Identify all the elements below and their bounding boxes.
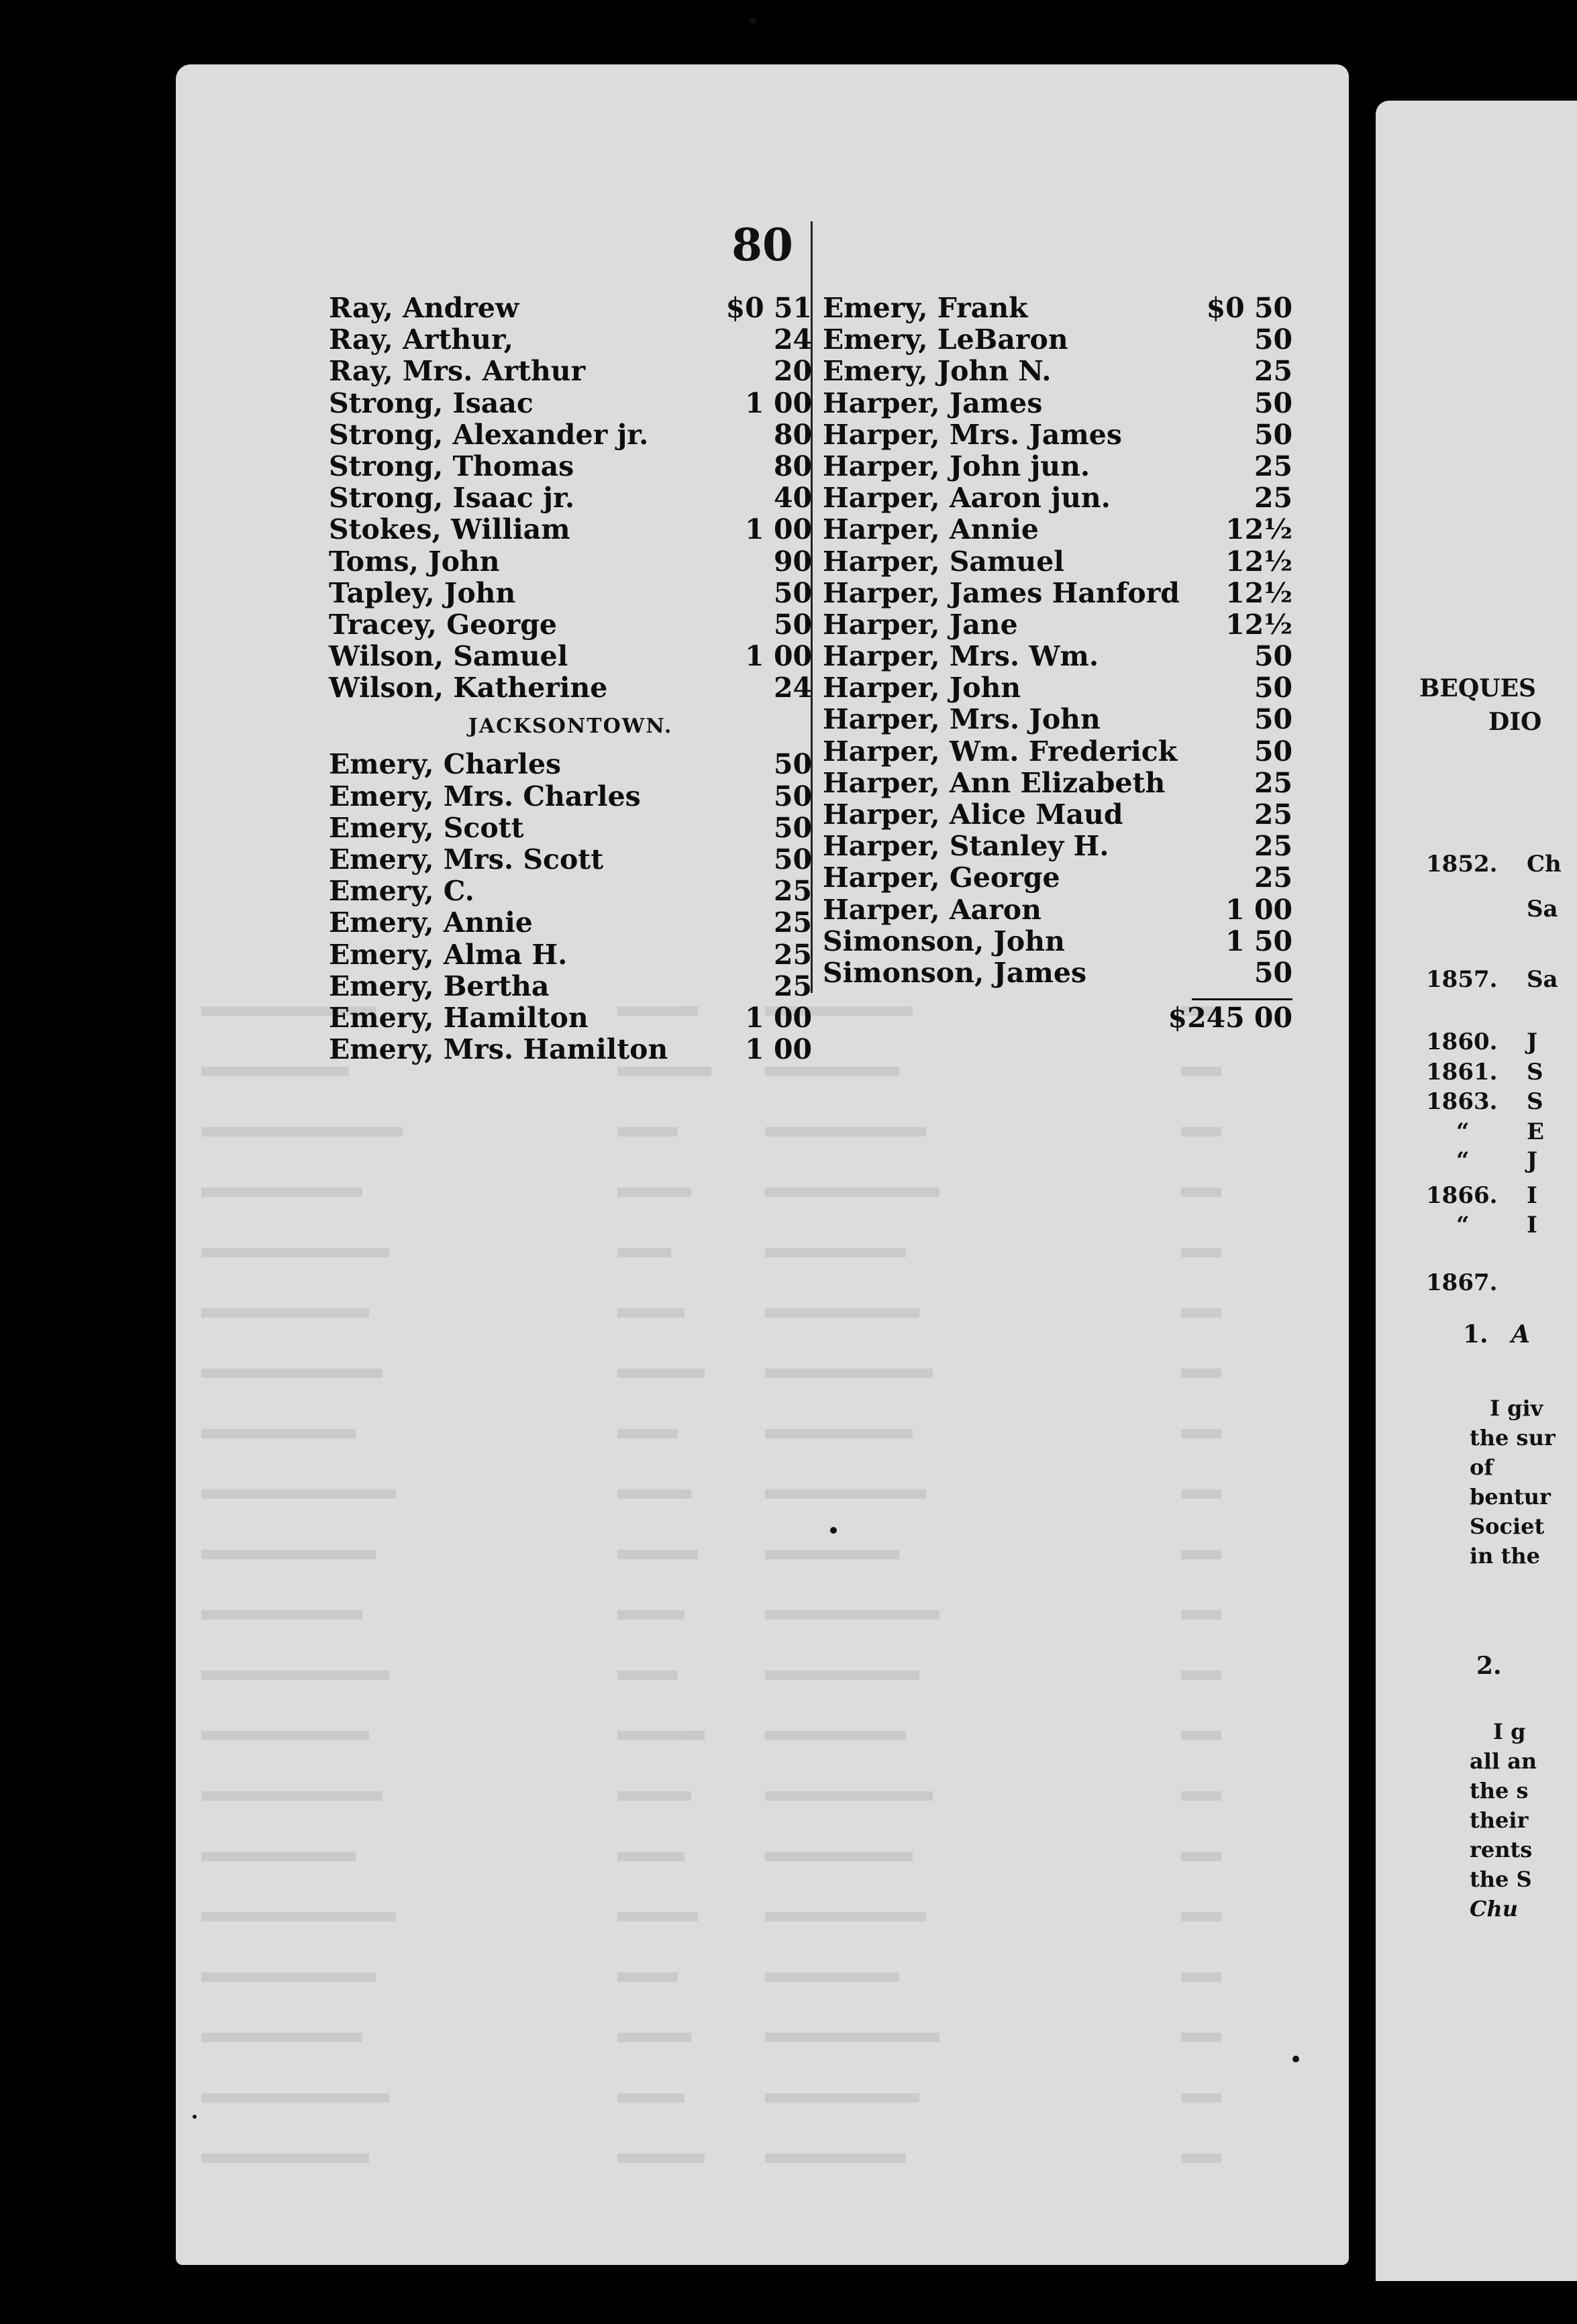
list-item (823, 419, 1292, 451)
entry-amount: 24 (773, 323, 812, 356)
entry-name: Emery, Bertha (329, 969, 550, 1002)
entry-amount: 12½ (1225, 608, 1292, 641)
list-item (329, 1002, 812, 1034)
list-item (823, 768, 1292, 799)
list-item (329, 482, 812, 514)
entry-name: Harper, John jun. (823, 450, 1090, 482)
list-item (823, 546, 1292, 578)
entry-amount: 1 00 (745, 386, 812, 419)
entry-name: Emery, LeBaron (823, 323, 1068, 356)
speck (830, 1527, 837, 1534)
entry-amount: 20 (773, 355, 812, 388)
facing-fragment: J (1527, 1147, 1538, 1174)
facing-paragraph-line: all an (1470, 1748, 1537, 1774)
entry-amount: 50 (773, 748, 812, 781)
entry-name: Emery, Annie (329, 906, 533, 939)
entry-amount: 25 (1254, 798, 1292, 831)
facing-fragment: I (1527, 1182, 1537, 1209)
page-number: 80 (731, 219, 793, 271)
facing-fragment: I (1527, 1212, 1537, 1238)
facing-year: “ (1456, 1147, 1470, 1174)
facing-heading-2: DIO (1488, 708, 1542, 736)
list-item (823, 293, 1292, 324)
entry-name: Harper, Ann Elizabeth (823, 766, 1166, 799)
entry-amount: 25 (773, 875, 812, 908)
list-item (823, 451, 1292, 482)
list-item (329, 388, 812, 419)
list-item (329, 876, 812, 907)
entry-amount: $0 51 (725, 292, 812, 324)
list-item (823, 704, 1292, 735)
entry-amount: 1 50 (1225, 925, 1292, 957)
entry-amount: $0 50 (1206, 292, 1292, 324)
facing-fragment: Sa (1527, 896, 1558, 922)
entry-amount: 50 (1254, 956, 1292, 989)
entry-name: Harper, Mrs. Wm. (823, 640, 1099, 673)
list-item (823, 862, 1292, 894)
facing-item-1: 1. (1463, 1320, 1488, 1349)
entry-name: Simonson, James (823, 956, 1087, 989)
list-item (823, 482, 1292, 514)
entry-amount: 12½ (1225, 576, 1292, 609)
entry-amount: 24 (773, 672, 812, 704)
entry-name: Harper, Aaron jun. (823, 482, 1111, 515)
facing-fragment: E (1527, 1118, 1544, 1145)
entry-name: Harper, Alice Maud (823, 798, 1123, 831)
entry-name: Harper, George (823, 861, 1060, 894)
facing-year: 1852. (1426, 851, 1498, 878)
entry-name: Wilson, Katherine (329, 672, 608, 704)
entry-amount: 50 (1254, 418, 1292, 451)
list-item (329, 781, 812, 812)
facing-fragment: J (1527, 1028, 1538, 1055)
entry-amount: 90 (773, 545, 812, 578)
facing-paragraph-line: I giv (1490, 1395, 1543, 1421)
list-item (329, 672, 812, 704)
list-item (823, 831, 1292, 862)
list-item (329, 812, 812, 844)
list-item (823, 356, 1292, 387)
facing-paragraph-line: the sur (1470, 1425, 1556, 1450)
entry-name: Harper, Annie (823, 513, 1039, 546)
right-column (823, 293, 1292, 1034)
bleed-through-texture (174, 993, 1315, 2275)
entry-name: Strong, Isaac jr. (329, 482, 575, 515)
entry-amount: 1 00 (745, 513, 812, 546)
list-item (823, 641, 1292, 672)
entry-name: Emery, Charles (329, 748, 562, 781)
total-amount: $245 00 (1168, 1002, 1292, 1035)
facing-heading-1: BEQUES (1419, 674, 1537, 702)
entry-amount: 1 00 (745, 1033, 812, 1066)
list-item (329, 641, 812, 672)
facing-paragraph-line: Societ (1470, 1514, 1545, 1539)
entry-name: Harper, Stanley H. (823, 830, 1109, 863)
facing-paragraph-line: their (1470, 1807, 1529, 1833)
list-item (823, 736, 1292, 768)
list-item (329, 356, 812, 387)
entry-amount: 50 (1254, 703, 1292, 736)
list-item (823, 672, 1292, 704)
facing-fragment: S (1527, 1059, 1543, 1086)
facing-page (1376, 101, 1577, 2281)
list-item (329, 609, 812, 641)
entry-name: Stokes, William (329, 513, 570, 546)
entry-amount: 50 (1254, 640, 1292, 673)
facing-year: 1861. (1426, 1059, 1498, 1086)
entry-amount: 25 (1254, 766, 1292, 799)
left-entries-b (329, 749, 812, 1065)
list-item (329, 451, 812, 482)
facing-paragraph-line: bentur (1470, 1484, 1551, 1510)
left-entries-a (329, 293, 812, 704)
list-item (329, 546, 812, 578)
entry-name: Harper, John (823, 672, 1021, 704)
entry-name: Emery, Mrs. Charles (329, 780, 641, 812)
entry-name: Simonson, John (823, 925, 1065, 957)
entry-name: Strong, Isaac (329, 386, 533, 419)
facing-fragment: S (1527, 1088, 1543, 1115)
list-item (329, 939, 812, 971)
entry-amount: 50 (773, 780, 812, 812)
facing-fragment: Ch (1527, 851, 1562, 878)
list-item (823, 514, 1292, 545)
entry-amount: 50 (1254, 323, 1292, 356)
bleed-through-lines (174, 993, 1315, 2268)
entry-amount: 25 (1254, 482, 1292, 515)
facing-item-2: 2. (1476, 1652, 1502, 1680)
entry-name: Harper, Samuel (823, 545, 1064, 578)
entry-name: Harper, James Hanford (823, 576, 1180, 609)
list-item (823, 894, 1292, 926)
facing-paragraph-line: of (1470, 1455, 1494, 1480)
list-item (823, 926, 1292, 957)
entry-name: Ray, Mrs. Arthur (329, 355, 586, 388)
entry-name: Emery, Scott (329, 811, 524, 844)
entry-name: Emery, Mrs. Hamilton (329, 1033, 668, 1066)
entry-name: Harper, Mrs. John (823, 703, 1101, 736)
entry-amount: 25 (1254, 861, 1292, 894)
entry-amount: 1 00 (745, 1001, 812, 1034)
facing-paragraph-line: I g (1493, 1719, 1526, 1744)
entry-amount: 50 (1254, 672, 1292, 704)
list-item (329, 578, 812, 609)
facing-paragraph-line: in the (1470, 1543, 1540, 1569)
entry-amount: 1 00 (1225, 893, 1292, 926)
entry-name: Toms, John (329, 545, 500, 578)
facing-year: 1857. (1426, 966, 1498, 993)
entry-amount: 25 (1254, 355, 1292, 388)
entry-amount: 25 (773, 969, 812, 1002)
left-column (329, 293, 812, 1065)
entry-name: Strong, Alexander jr. (329, 418, 649, 451)
section-heading-jacksontown: JACKSONTOWN. (468, 715, 673, 739)
list-item (329, 844, 812, 876)
speck (750, 17, 756, 24)
list-item (329, 749, 812, 780)
list-item (329, 514, 812, 545)
list-item (329, 1034, 812, 1065)
entry-amount: 25 (1254, 450, 1292, 482)
facing-year: 1863. (1426, 1088, 1498, 1115)
entry-name: Harper, Jane (823, 608, 1018, 641)
entry-name: Emery, Alma H. (329, 938, 568, 971)
entry-amount: 80 (773, 418, 812, 451)
list-item (329, 419, 812, 451)
entry-amount: 25 (1254, 830, 1292, 863)
entry-name: Strong, Thomas (329, 450, 574, 482)
facing-paragraph-line: Chu (1470, 1896, 1518, 1921)
list-item (823, 324, 1292, 356)
entry-amount: 50 (773, 608, 812, 641)
entry-amount: 1 00 (745, 640, 812, 673)
speck (1292, 2056, 1299, 2062)
facing-year: 1860. (1426, 1028, 1498, 1055)
list-item (823, 388, 1292, 419)
entry-amount: 12½ (1225, 513, 1292, 546)
list-item (329, 971, 812, 1002)
entry-amount: 50 (773, 811, 812, 844)
entry-name: Harper, Wm. Frederick (823, 735, 1178, 768)
entry-name: Harper, Aaron (823, 893, 1041, 926)
entry-name: Ray, Andrew (329, 292, 519, 324)
list-item (329, 293, 812, 324)
entry-name: Tracey, George (329, 608, 557, 641)
entry-amount: 25 (773, 906, 812, 939)
facing-year: 1866. (1426, 1182, 1498, 1209)
entry-name: Emery, Hamilton (329, 1001, 589, 1034)
right-entries (823, 293, 1292, 989)
entry-name: Emery, John N. (823, 355, 1052, 388)
entry-name: Harper, James (823, 386, 1043, 419)
entry-name: Emery, C. (329, 875, 474, 908)
entry-amount: 50 (1254, 735, 1292, 768)
entry-name: Emery, Frank (823, 292, 1028, 324)
facing-year: 1867. (1426, 1269, 1498, 1296)
facing-item-1-text: A (1511, 1320, 1530, 1349)
list-item (329, 324, 812, 356)
facing-paragraph-line: the S (1470, 1866, 1532, 1892)
entry-amount: 40 (773, 482, 812, 515)
entry-amount: 50 (773, 576, 812, 609)
entry-name: Ray, Arthur, (329, 323, 513, 356)
total-row (823, 1002, 1292, 1034)
entry-name: Tapley, John (329, 576, 516, 609)
list-item (329, 907, 812, 939)
list-item (823, 957, 1292, 989)
facing-paragraph-line: rents (1470, 1837, 1533, 1862)
speck (193, 2115, 197, 2119)
entry-amount: 80 (773, 450, 812, 482)
entry-amount: 12½ (1225, 545, 1292, 578)
entry-amount: 50 (1254, 386, 1292, 419)
list-item (823, 799, 1292, 831)
facing-fragment: Sa (1527, 966, 1558, 993)
entry-name: Emery, Mrs. Scott (329, 843, 604, 876)
list-item (823, 578, 1292, 609)
facing-year: “ (1456, 1118, 1470, 1145)
entry-amount: 25 (773, 938, 812, 971)
facing-paragraph-line: the s (1470, 1778, 1529, 1803)
entry-amount: 50 (773, 843, 812, 876)
list-item (823, 609, 1292, 641)
entry-name: Wilson, Samuel (329, 640, 568, 673)
entry-name: Harper, Mrs. James (823, 418, 1122, 451)
total-rule (1192, 998, 1292, 1000)
facing-year: “ (1456, 1212, 1470, 1238)
